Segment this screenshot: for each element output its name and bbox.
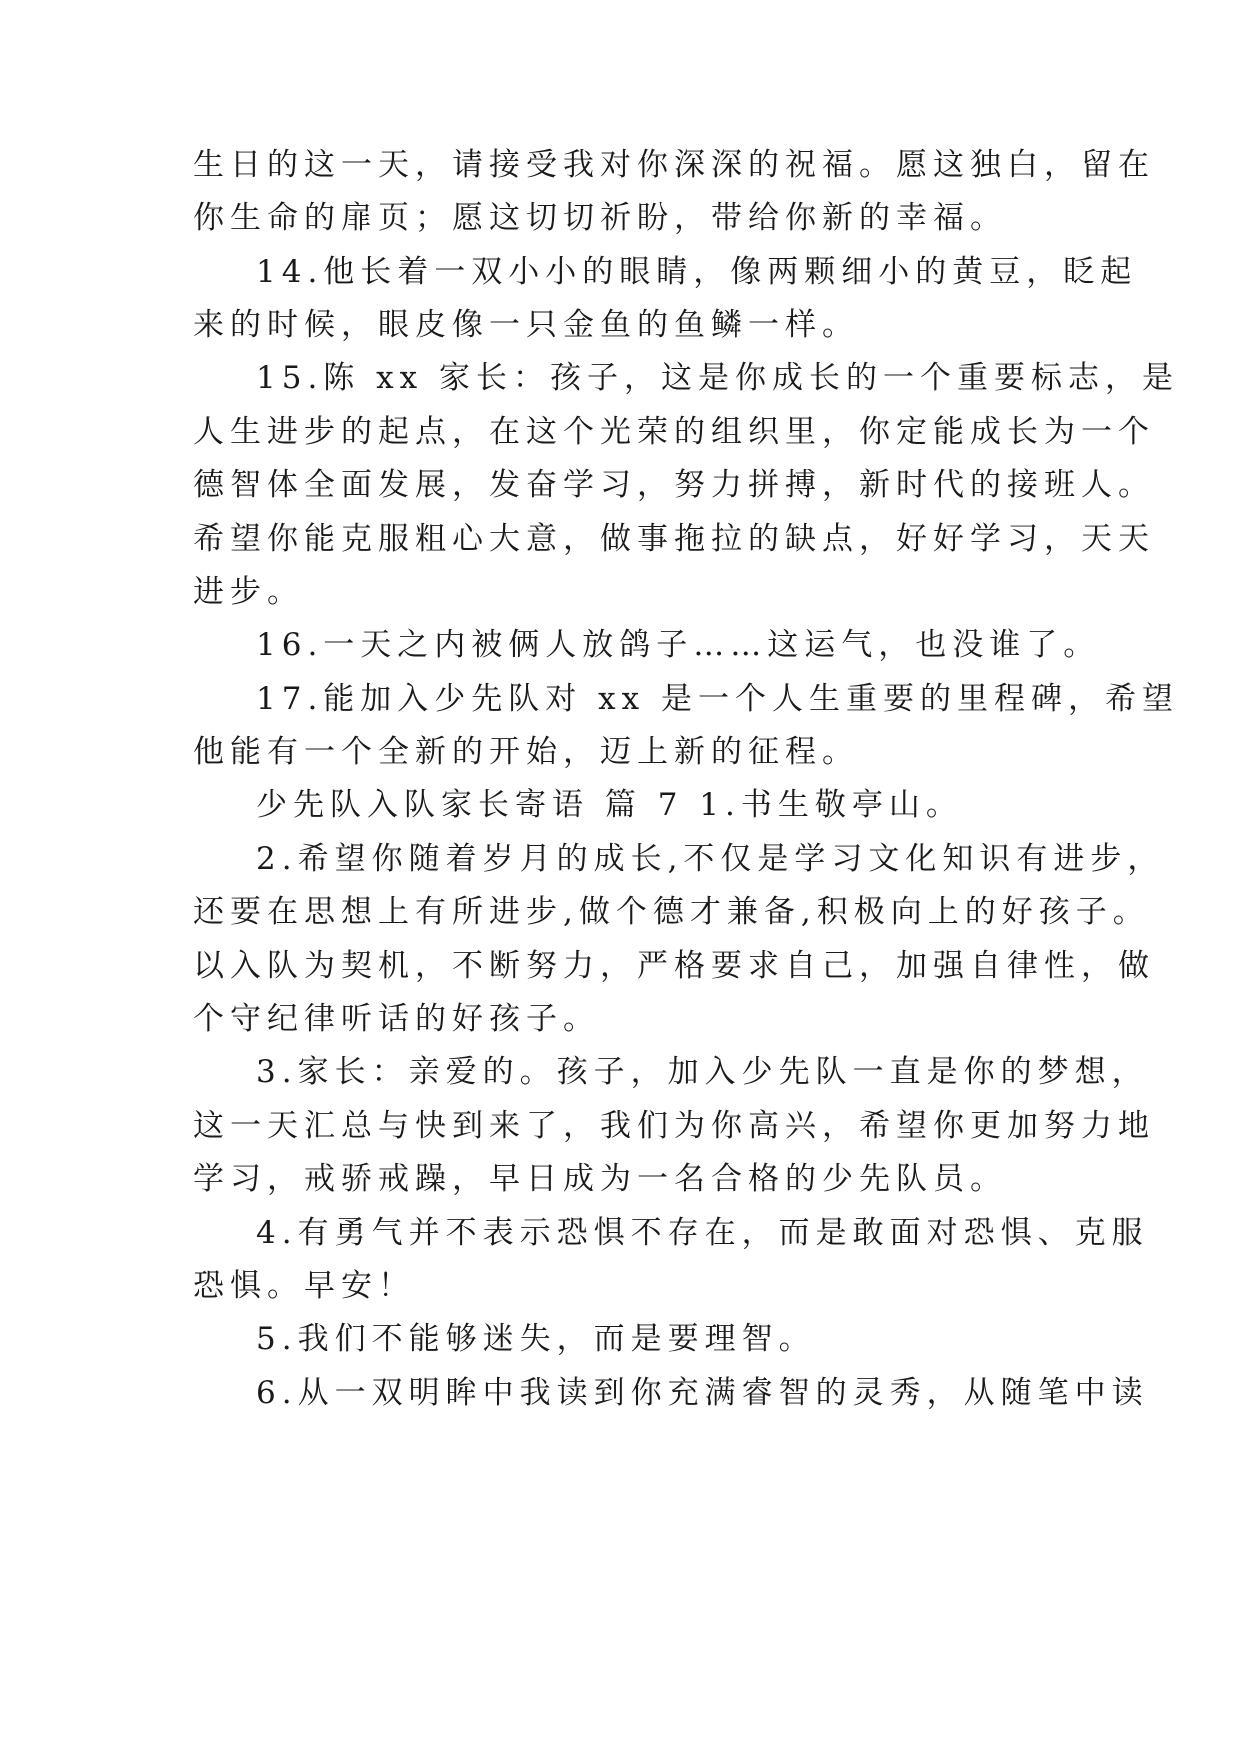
text-line: 来的时候，眼皮像一只金鱼的鱼鳞一样。	[193, 307, 859, 343]
text-line: 你生命的扉页；愿这切切祈盼，带给你新的幸福。	[193, 200, 1007, 236]
text-line: 以入队为契机，不断努力，严格要求自己，加强自律性，做	[193, 948, 1155, 984]
text-line: 这一天汇总与快到来了，我们为你高兴，希望你更加努力地	[193, 1108, 1155, 1144]
text-line: 个守纪律听话的好孩子。	[193, 1001, 600, 1037]
text-line: 16.一天之内被俩人放鸽子……这运气，也没谁了。	[256, 627, 1101, 663]
text-line: 希望你能克服粗心大意，做事拖拉的缺点，好好学习，天天	[193, 521, 1155, 557]
text-line: 5.我们不能够迷失，而是要理智。	[256, 1321, 816, 1357]
text-line: 人生进步的起点，在这个光荣的组织里，你定能成长为一个	[193, 414, 1155, 450]
text-line: 他能有一个全新的开始，迈上新的征程。	[193, 734, 859, 770]
text-line: 德智体全面发展，发奋学习，努力拼搏，新时代的接班人。	[193, 467, 1155, 503]
text-line: 3.家长：亲爱的。孩子，加入少先队一直是你的梦想，	[256, 1054, 1149, 1090]
section-heading: 少先队入队家长寄语 篇 7 1.书生敬亭山。	[256, 787, 963, 823]
text-line: 学习，戒骄戒躁，早日成为一名合格的少先队员。	[193, 1161, 1007, 1197]
text-line: 生日的这一天，请接受我对你深深的祝福。愿这独白，留在	[193, 147, 1155, 183]
text-line: 17.能加入少先队对 xx 是一个人生重要的里程碑，希望	[256, 681, 1179, 717]
text-line: 进步。	[193, 574, 304, 610]
text-line: 4.有勇气并不表示恐惧不存在，而是敢面对恐惧、克服	[256, 1215, 1149, 1251]
text-line: 15.陈 xx 家长：孩子，这是你成长的一个重要标志，是	[256, 360, 1179, 396]
text-line: 14.他长着一双小小的眼睛，像两颗细小的黄豆，眨起	[256, 254, 1138, 290]
text-line: 还要在思想上有所进步,做个德才兼备,积极向上的好孩子。	[193, 894, 1150, 930]
text-line: 6.从一双明眸中我读到你充满睿智的灵秀，从随笔中读	[256, 1375, 1149, 1411]
text-line: 2.希望你随着岁月的成长,不仅是学习文化知识有进步，	[256, 841, 1165, 877]
text-line: 恐惧。早安！	[193, 1268, 415, 1304]
